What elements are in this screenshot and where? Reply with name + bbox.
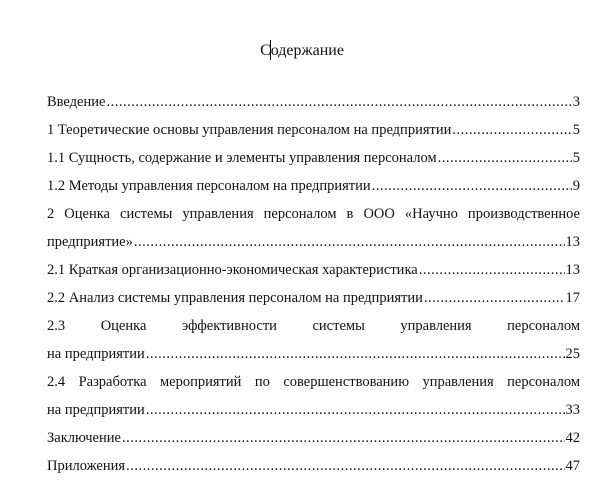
dot-leader [126,452,564,480]
toc-entry-page: 25 [565,346,580,362]
toc-entry-text: 1.1 Сущность, содержание и элементы управления персоналом [47,150,437,166]
toc-entry-text: Введение [47,94,106,110]
dot-leader [106,88,571,116]
toc-entry-text: 1.2 Методы управления персоналом на предприятии [47,178,371,194]
toc-entry-text: на предприятии [47,402,145,418]
toc-entry-page: 13 [565,234,580,250]
toc-entry-section-2-2[interactable] [47,284,580,312]
toc-entry-text: 2.1 Краткая организационно-экономическая характеристика [47,262,418,278]
toc-entry-page: 47 [565,458,580,474]
toc-entry-text: 2 Оценка системы управления персоналом в ООО «Научно производственное [47,206,580,222]
toc-entry-section-2-4-line2[interactable] [47,396,580,424]
table-of-contents [47,88,580,480]
toc-entry-appendices[interactable] [47,452,580,480]
toc-entry-section-2-4-line1[interactable] [47,368,580,396]
toc-entry-page: 42 [565,430,580,446]
toc-entry-page: 13 [565,262,580,278]
toc-entry-chapter-2-line1[interactable] [47,200,580,228]
toc-entry-page: 3 [572,94,580,110]
toc-entry-page: 5 [572,150,580,166]
toc-entry-section-2-1[interactable] [47,256,580,284]
toc-entry-page: 33 [565,402,580,418]
dot-leader [452,116,571,144]
dot-leader [134,228,565,256]
dot-leader [372,172,572,200]
toc-entry-page: 5 [572,122,580,138]
toc-entry-chapter-2-line2[interactable] [47,228,580,256]
toc-entry-section-2-3-line2[interactable] [47,340,580,368]
toc-entry-text: 2.3 Оценка эффективности системы управления персоналом [47,318,580,334]
toc-title: Содержание [260,42,344,59]
toc-entry-section-2-3-line1[interactable] [47,312,580,340]
toc-entry-text: предприятие» [47,234,133,250]
dot-leader [419,256,565,284]
toc-entry-chapter-1[interactable] [47,116,580,144]
toc-entry-page: 17 [565,290,580,306]
toc-entry-section-1-1[interactable] [47,144,580,172]
dot-leader [438,144,572,172]
toc-entry-introduction[interactable] [47,88,580,116]
toc-entry-text: 1 Теоретические основы управления персоналом на предприятии [47,122,452,138]
dot-leader [122,424,565,452]
toc-entry-section-1-2[interactable] [47,172,580,200]
dot-leader [146,340,565,368]
toc-entry-page: 9 [572,178,580,194]
toc-entry-text: Приложения [47,458,126,474]
toc-entry-text: на предприятии [47,346,145,362]
toc-entry-text: 2.2 Анализ системы управления персоналом на предприятии [47,290,423,306]
dot-leader [146,396,565,424]
toc-entry-text: Заключение [47,430,121,446]
toc-entry-text: 2.4 Разработка мероприятий по совершенствованию управления персоналом [47,374,580,390]
dot-leader [424,284,565,312]
toc-entry-conclusion[interactable] [47,424,580,452]
